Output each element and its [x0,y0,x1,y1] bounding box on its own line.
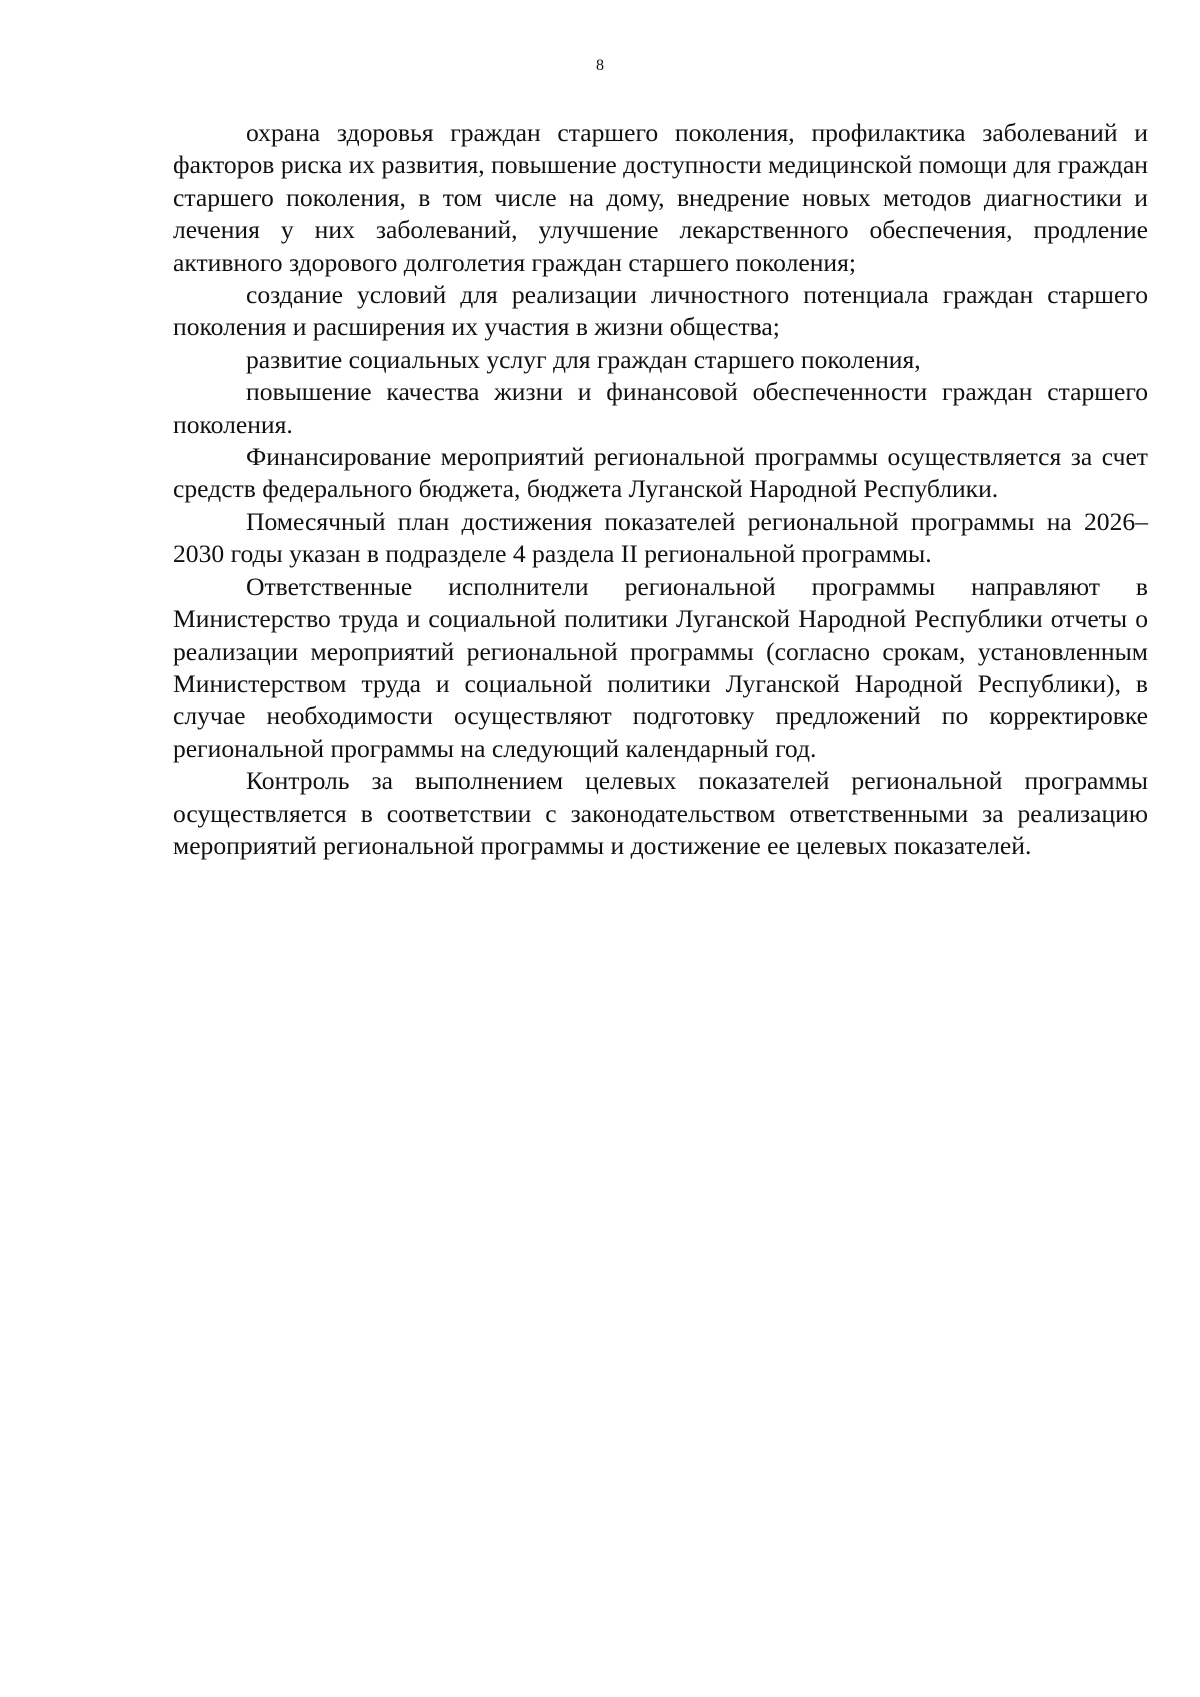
paragraph-personal-potential: создание условий для реализации личностного потенциала граждан старшего поколения и расширения их участия в жизни общества; [173,280,1148,342]
paragraph-quality-of-life: повышение качества жизни и финансовой обеспеченности граждан старшего поколения. [173,377,1148,439]
paragraph-responsible-executors: Ответственные исполнители региональной программы направляют в Министерство труда и социальной политики Луганской Народной Республики отчеты о реализации мероприятий региональной программы (согласно срокам, установленным Министерством труда и социальной политики Луганской Народной Республики), в случае необходимости осуществляют подготовку предложений по корректировке региональной программы на следующий календарный год. [173,571,1148,763]
paragraph-monthly-plan: Помесячный план достижения показателей региональной программы на 2026–2030 годы указан в подразделе 4 раздела II региональной программы. [173,506,1148,569]
paragraph-social-services: развитие социальных услуг для граждан старшего поколения, [246,344,921,374]
document-body [173,117,1148,862]
page-number: 8 [596,57,604,74]
paragraph-health: охрана здоровья граждан старшего поколения, профилактика заболеваний и факторов риска их развития, повышение доступности медицинской помощи для граждан старшего поколения, в том числе на дому, внедрение новых методов диагностики и лечения у них заболеваний, улучшение лекарственного обеспечения, продление активного здорового долголетия граждан старшего поколения; [173,118,1148,277]
paragraph-control: Контроль за выполнением целевых показателей региональной программы осуществляется в соответствии с законодательством ответственными за реализацию мероприятий региональной программы и достижение ее целевых показателей. [173,766,1148,860]
paragraph-financing: Финансирование мероприятий региональной программы осуществляется за счет средств федерального бюджета, бюджета Луганской Народной Республики. [173,442,1148,504]
